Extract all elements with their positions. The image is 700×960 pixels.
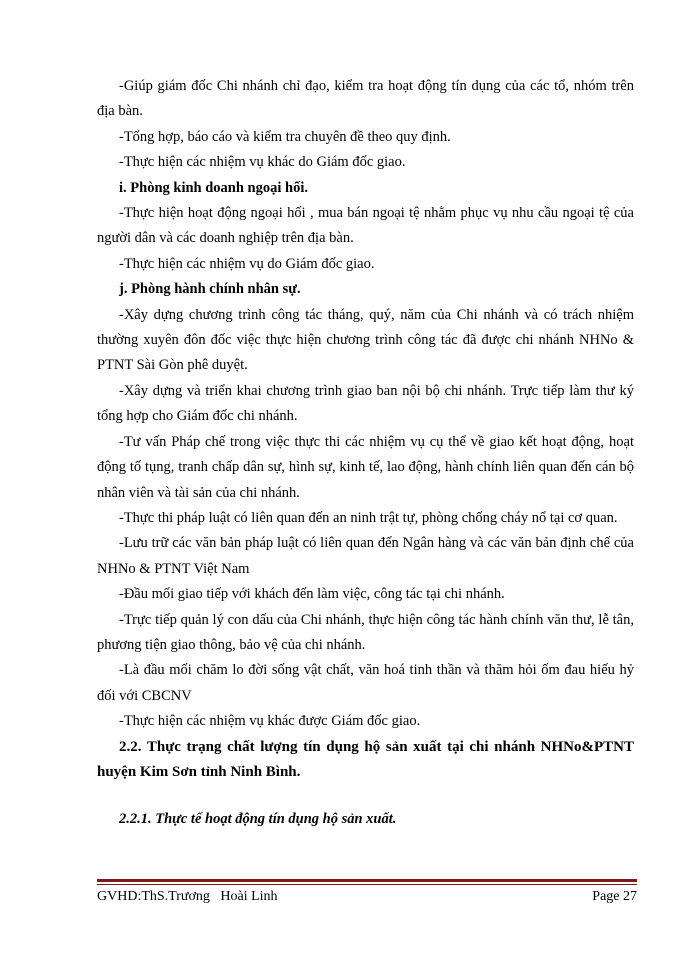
paragraph: -Là đầu mối chăm lo đời sống vật chất, văn hoá tinh thần và thăm hỏi ốm đau hiếu hỷ đối với CBCNV [97, 662, 634, 704]
body-text [97, 74, 634, 833]
heading-admin-hr: j. Phòng hành chính nhân sự. [119, 281, 301, 298]
paragraph: -Thực hiện hoạt động ngoại hối , mua bán ngoại tệ nhằm phục vụ nhu cầu ngoại tệ của người dân và các doanh nghiệp trên địa bàn. [97, 205, 634, 247]
subsection-heading-2-2-1: 2.2.1. Thực tế hoạt động tín dụng hộ sản xuất. [119, 811, 397, 828]
footer-rule-thin [97, 884, 637, 885]
paragraph: -Lưu trữ các văn bản pháp luật có liên quan đến Ngân hàng và các văn bản định chế của NHNo & PTNT Việt Nam [97, 535, 634, 577]
paragraph: -Xây dựng và triển khai chương trình giao ban nội bộ chi nhánh. Trực tiếp làm thư ký tổng hợp cho Giám đốc chi nhánh. [97, 382, 634, 425]
paragraph: -Thực hiện các nhiệm vụ khác do Giám đốc giao. [119, 154, 406, 171]
paragraph: -Giúp giám đốc Chi nhánh chỉ đạo, kiểm tra hoạt động tín dụng của các tổ, nhóm trên địa bàn. [97, 78, 634, 120]
footer-rule-thick [97, 879, 637, 882]
paragraph: -Thực hiện các nhiệm vụ do Giám đốc giao. [119, 255, 375, 272]
paragraph: -Xây dựng chương trình công tác tháng, quý, năm của Chi nhánh và có trách nhiệm thường xuyên đôn đốc việc thực hiện chương trình công tác đã được chi nhánh NHNo & PTNT Sài Gòn phê duyệt. [97, 306, 634, 374]
paragraph: -Trực tiếp quản lý con dấu của Chi nhánh, thực hiện công tác hành chính văn thư, lễ tân, phương tiện giao thông, bảo vệ của chi nhánh. [97, 611, 634, 653]
paragraph: -Đầu mối giao tiếp với khách đến làm việc, công tác tại chi nhánh. [119, 586, 505, 603]
paragraph: -Tổng hợp, báo cáo và kiểm tra chuyên đề theo quy định. [119, 128, 451, 145]
footer-advisor: GVHD:ThS.Trương Hoài Linh [97, 889, 278, 904]
page-number: Page 27 [592, 889, 637, 904]
paragraph: -Thực hiện các nhiệm vụ khác được Giám đốc giao. [119, 713, 421, 730]
paragraph: -Tư vấn Pháp chế trong việc thực thi các nhiệm vụ cụ thể về giao kết hoạt động, hoạt động tố tụng, tranh chấp dân sự, hình sự, kinh tế, lao động, hành chính liên quan đến cán bộ nhân viên và tài sản của chi nhánh. [97, 433, 634, 501]
section-heading-2-2: 2.2. Thực trạng chất lượng tín dụng hộ sản xuất tại chi nhánh NHNo&PTNT huyện Kim Sơn tỉnh Ninh Bình. [97, 738, 634, 780]
heading-foreign-exchange: i. Phòng kinh doanh ngoại hối. [119, 179, 308, 196]
page-footer [97, 889, 637, 905]
paragraph: -Thực thi pháp luật có liên quan đến an ninh trật tự, phòng chống cháy nổ tại cơ quan. [119, 509, 618, 526]
